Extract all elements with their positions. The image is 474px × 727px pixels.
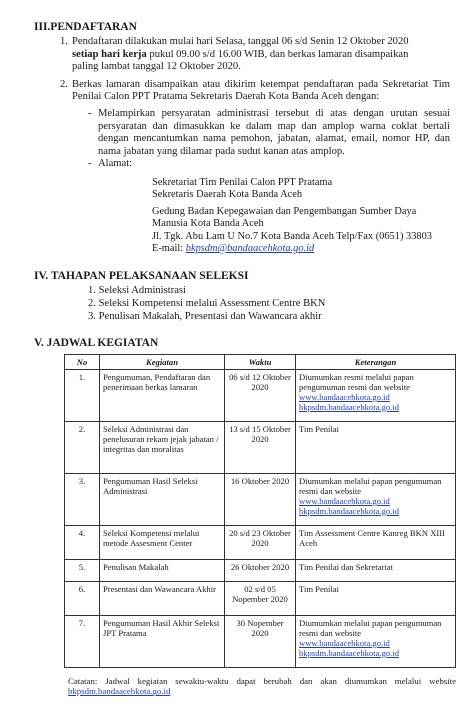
cell-kegiatan: Penulisan Makalah — [100, 559, 225, 581]
cell-no: 2. — [65, 421, 100, 473]
header-no: No — [65, 354, 100, 369]
cell-keterangan: Tim Assessment Centre Kanreg BKN XIII Aceh — [296, 525, 456, 559]
item-bold-text: setiap hari kerja — [72, 48, 147, 60]
tahapan-item: 3. Penulisan Makalah, Presentasi dan Wawancara akhir — [88, 310, 322, 322]
address-line: Sekretariat Tim Penilai Calon PPT Pratama — [152, 176, 333, 188]
cell-no: 3. — [65, 473, 100, 525]
keterangan-text: Diumumkan resmi melalui papan pengumuman resmi dan website — [299, 371, 414, 392]
cell-waktu: 26 Oktober 2020 — [225, 559, 296, 581]
item-number: 2. — [60, 78, 68, 90]
cell-keterangan — [296, 615, 456, 667]
table-row — [65, 581, 456, 615]
keterangan-text: Diumumkan melalui papan pengumuman resmi dan website — [299, 617, 442, 638]
table-row — [65, 421, 456, 473]
header-keterangan: Keterangan — [296, 354, 456, 369]
table-row — [65, 559, 456, 581]
cell-keterangan: Tim Penilai dan Sekretariat — [296, 559, 456, 581]
website-link[interactable]: bkpsdm.bandaacehkota.go.id — [299, 647, 399, 658]
cell-keterangan — [296, 473, 456, 525]
tahapan-list — [88, 285, 450, 323]
cell-waktu: 02 s/d 05 Nopember 2020 — [225, 581, 296, 615]
note-website-link[interactable]: bkpsdm.bandaacehkota.go.id — [68, 686, 171, 697]
cell-waktu: 30 Nopember 2020 — [225, 615, 296, 667]
catatan-note — [68, 676, 456, 697]
address-line: Gedung Badan Kepegawaian dan Pengembangan Sumber Daya — [152, 205, 417, 217]
cell-keterangan: Tim Penilai — [296, 421, 456, 473]
cell-keterangan — [296, 369, 456, 421]
item-text: Berkas lamaran disampaikan atau dikirim ketempat pendaftaran pada Sekretariat Tim Penilai Calon PPT Pratama Sekretaris Daerah Kota Banda Aceh dengan: — [72, 78, 450, 103]
keterangan-text: Diumumkan melalui papan pengumuman resmi dan website — [299, 475, 442, 496]
header-kegiatan: Kegiatan — [100, 354, 225, 369]
cell-keterangan: Tim Penilai — [296, 581, 456, 615]
cell-kegiatan: Seleksi Kompetensi melalui metode Assesment Center — [100, 525, 225, 559]
cell-no: 7. — [65, 615, 100, 667]
email-label: E-mail: — [152, 242, 186, 254]
table-header-row — [65, 354, 456, 369]
cell-kegiatan: Pengumuman Hasil Seleksi Administrasi — [100, 473, 225, 525]
table-row — [65, 369, 456, 421]
item-text: paling lambat tanggal 12 Oktober 2020. — [72, 61, 241, 73]
cell-waktu: 16 Oktober 2020 — [225, 473, 296, 525]
table-row — [65, 615, 456, 667]
email-line — [152, 243, 450, 255]
dash-bullet: - — [88, 107, 92, 119]
tahapan-item: 1. Seleksi Administrasi — [88, 285, 186, 297]
header-waktu: Waktu — [225, 354, 296, 369]
item-text: Pendaftaran dilakukan mulai hari Selasa, tanggal 06 s/d Senin 12 Oktober 2020 — [72, 36, 409, 47]
cell-waktu: 13 s/d 15 Oktober 2020 — [225, 421, 296, 473]
website-link[interactable]: bkpsdm.bandaacehkota.go.id — [299, 505, 399, 516]
table-row — [65, 525, 456, 559]
dash-item-alamat — [88, 158, 450, 171]
pendaftaran-item-1 — [60, 36, 450, 74]
website-link[interactable]: www.bandaacehkota.go.id — [299, 637, 390, 648]
dash-item-persyaratan — [88, 108, 450, 158]
item-text: pukul 09.00 s/d 16.00 WIB, dan berkas lamaran disampaikan — [146, 48, 409, 60]
cell-no: 5. — [65, 559, 100, 581]
dash-text: Alamat: — [98, 158, 133, 170]
schedule-table — [64, 354, 456, 668]
section-jadwal-title: V. JADWAL KEGIATAN — [34, 336, 159, 349]
address-line: Manusia Kota Banda Aceh — [152, 218, 264, 230]
cell-kegiatan: Pengumuman, Pendaftaran dan penerimaan berkas lamaran — [100, 369, 225, 421]
section-pendaftaran-title: III.PENDAFTARAN — [34, 21, 137, 33]
website-link[interactable]: www.bandaacehkota.go.id — [299, 495, 390, 506]
item-number: 1. — [60, 36, 68, 47]
cell-no: 1. — [65, 369, 100, 421]
cell-kegiatan: Pengumuman Hasil Akhir Seleksi JPT Pratama — [100, 615, 225, 667]
cell-waktu: 06 s/d 12 Oktober 2020 — [225, 369, 296, 421]
cell-kegiatan: Seleksi Administrasi dan penelusuran rekam jejak jabatan / integritas dan moralitas — [100, 421, 225, 473]
address-block — [152, 177, 450, 255]
email-link[interactable]: bkpsdm@bandaacehkota.go.id — [185, 242, 315, 254]
section-tahapan-title: IV. TAHAPAN PELAKSANAAN SELEKSI — [34, 270, 249, 283]
note-text: Catatan: Jadwal kegiatan sewaktu-waktu dapat berubah dan akan diumumkan melalui website — [68, 675, 456, 686]
website-link[interactable]: www.bandaacehkota.go.id — [299, 391, 390, 402]
pendaftaran-item-2 — [60, 79, 450, 104]
dash-bullet: - — [88, 158, 92, 170]
cell-no: 6. — [65, 581, 100, 615]
cell-no: 4. — [65, 525, 100, 559]
address-line: Sekretaris Daerah Kota Banda Aceh — [152, 189, 303, 201]
table-row — [65, 473, 456, 525]
cell-kegiatan: Presentasi dan Wawancara Akhir — [100, 581, 225, 615]
address-line: Jl. Tgk. Abu Lam U No.7 Kota Banda Aceh Telp/Fax (0651) 33803 — [152, 230, 432, 242]
tahapan-item: 2. Seleksi Kompetensi melalui Assessment Centre BKN — [88, 298, 326, 310]
cell-waktu: 20 s/d 23 Oktober 2020 — [225, 525, 296, 559]
dash-text: Melampirkan persyaratan administrasi tersebut di atas dengan urutan sesuai persyaratan dan dimasukkan ke dalam map dan amplop warna coklat bertali dengan mencantumkan nama pemohon, jabatan, alamat, email, nomor HP, dan nama jabatan yang dilamar pada sudut kanan atas amplop. — [98, 107, 450, 157]
website-link[interactable]: bkpsdm.bandaacehkota.go.id — [299, 401, 399, 412]
